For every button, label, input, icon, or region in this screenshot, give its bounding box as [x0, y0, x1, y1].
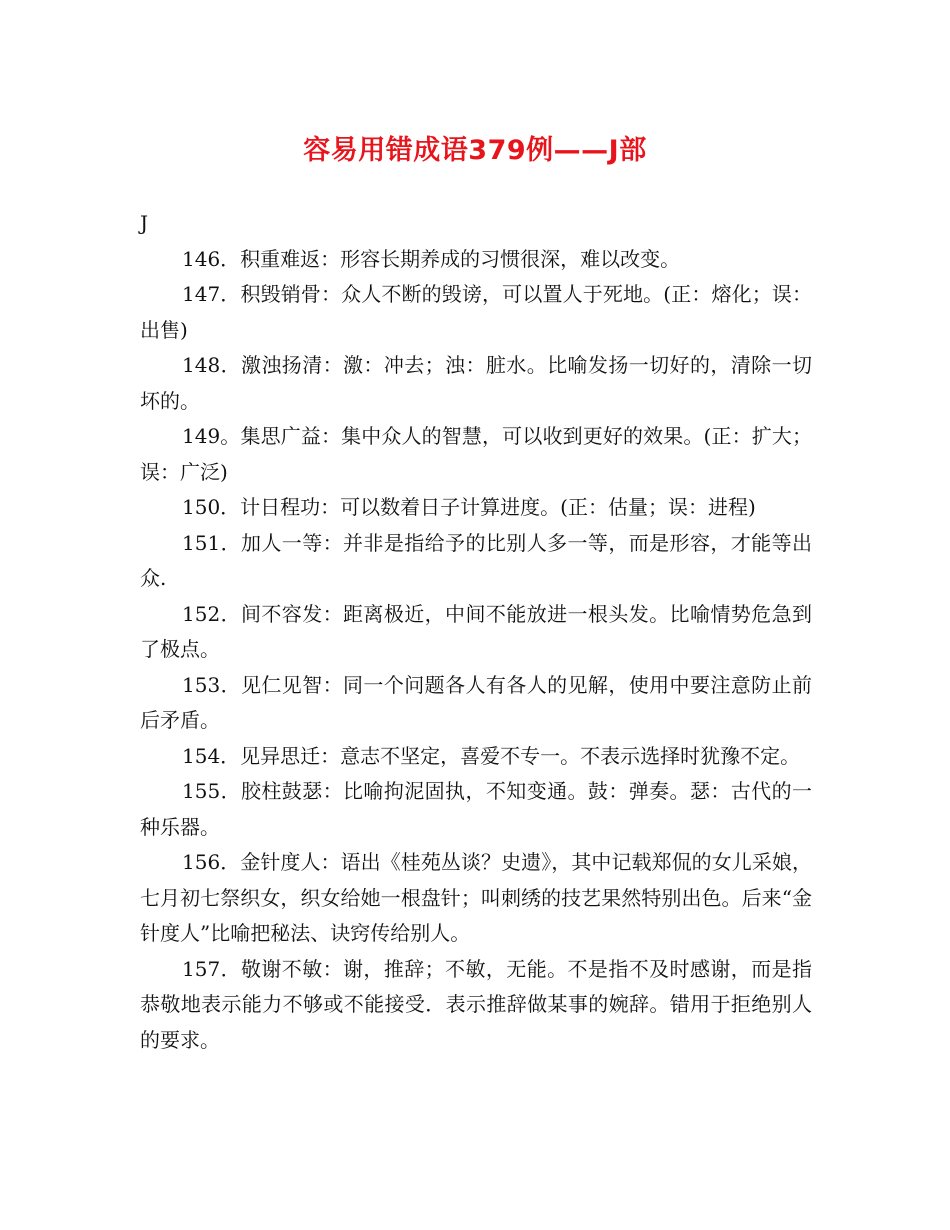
- idiom-entry-157: 157．敬谢不敏：谢，推辞；不敏，无能。不是指不及时感谢，而是指恭敬地表示能力不够或不能接受．表示推辞做某事的婉辞。错用于拒绝别人的要求。: [140, 956, 812, 1052]
- idiom-entry-146: 146．积重难返：形容长期养成的习惯很深，难以改变。: [182, 246, 681, 271]
- document-body: [140, 206, 812, 1058]
- idiom-entry-154: 154．见异思迁：意志不坚定，喜爱不专一。不表示选择时犹豫不定。: [182, 743, 801, 768]
- idiom-entry-147: 147．积毁销骨：众人不断的毁谤，可以置人于死地。(正：熔化；误：出售): [140, 282, 812, 342]
- idiom-entry-156: 156．金针度人：语出《桂苑丛谈？史遗》，其中记载郑侃的女儿采娘，七月初七祭织女，织女给她一根盘针；叫刺绣的技艺果然特别出色。后来“金针度人”比喻把秘法、诀窍传给别人。: [140, 850, 812, 945]
- idiom-entry-152: 152．间不容发：距离极近，中间不能放进一根头发。比喻情势危急到了极点。: [140, 601, 812, 661]
- idiom-entry-148: 148．激浊扬清：激：冲去；浊：脏水。比喻发扬一切好的，清除一切坏的。: [140, 353, 812, 413]
- idiom-entry-153: 153．见仁见智：同一个问题各人有各人的见解，使用中要注意防止前后矛盾。: [140, 672, 812, 732]
- section-letter: J: [140, 211, 149, 235]
- idiom-entry-151: 151．加人一等：并非是指给予的比别人多一等，而是形容，才能等出众.: [140, 530, 812, 590]
- idiom-entry-150: 150．计日程功：可以数着日子计算进度。(正：估量；误：进程): [182, 495, 756, 519]
- idiom-entry-149: 149。集思广益：集中众人的智慧，可以收到更好的效果。(正：扩大；误：广泛): [140, 424, 812, 484]
- document-title: 容易用错成语379例——J部: [303, 135, 647, 166]
- idiom-entry-155: 155．胶柱鼓瑟：比喻拘泥固执，不知变通。鼓：弹奏。瑟：古代的一种乐器。: [140, 779, 812, 839]
